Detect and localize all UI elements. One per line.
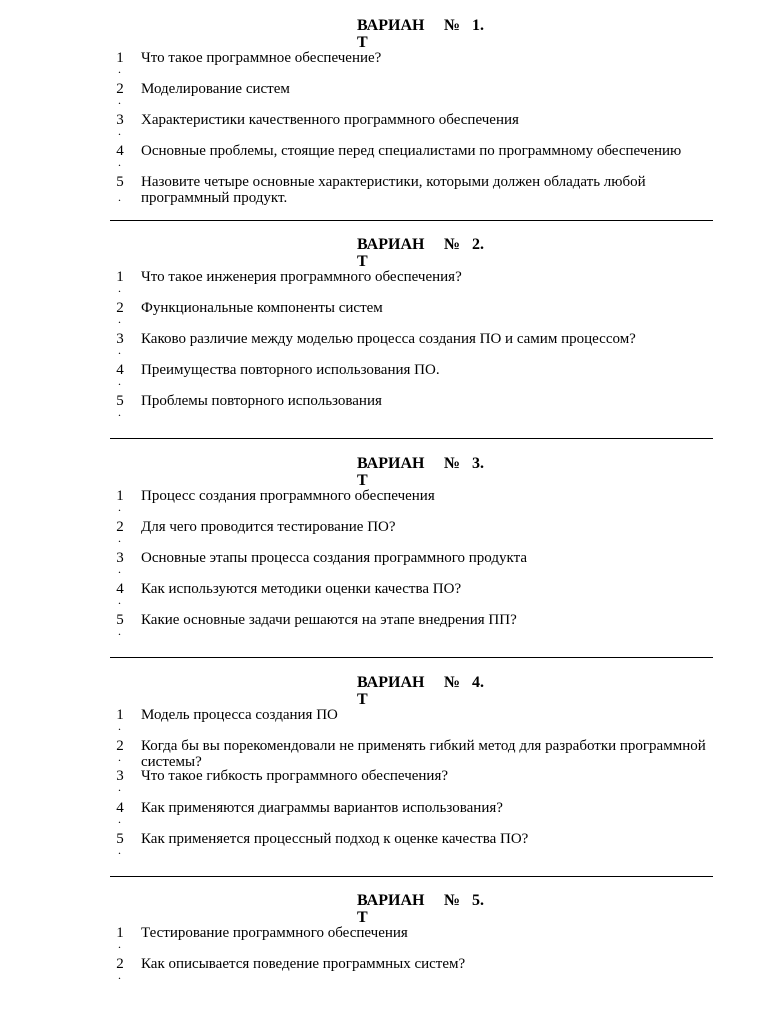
question-item (110, 550, 713, 581)
question-item (110, 925, 713, 956)
question-item (110, 174, 713, 205)
question-text: Для чего проводится тестирование ПО? (141, 519, 396, 535)
question-text: Модель процесса создания ПО (141, 707, 338, 723)
question-item (110, 269, 713, 300)
question-text: Тестирование программного обеспечения (141, 925, 408, 941)
question-number: 4 (116, 581, 124, 597)
question-number: 3 (116, 550, 124, 566)
heading-number-sign: № (444, 674, 461, 691)
heading-number: 4. (472, 674, 484, 691)
heading-letter: Т (357, 691, 368, 708)
variant-heading (357, 892, 507, 926)
question-number-dot: . (118, 190, 121, 204)
heading-word: ВАРИАН (357, 236, 425, 253)
question-number-dot: . (118, 780, 121, 794)
question-number-dot: . (118, 562, 121, 576)
question-item (110, 738, 713, 768)
variant-heading (357, 455, 507, 489)
question-number-dot: . (118, 624, 121, 638)
question-list (110, 925, 713, 984)
question-text: Как описывается поведение программных систем? (141, 956, 466, 972)
question-number-dot: . (118, 343, 121, 357)
question-number: 2 (116, 956, 124, 972)
question-number-dot: . (118, 312, 121, 326)
heading-word: ВАРИАН (357, 892, 425, 909)
question-text: Основные проблемы, стоящие перед специалистами по программному обеспечению (141, 143, 682, 159)
question-item (110, 831, 713, 862)
question-number-dot: . (118, 62, 121, 76)
question-list (110, 707, 713, 862)
question-number: 1 (116, 707, 124, 723)
question-item (110, 81, 713, 112)
section-divider (110, 876, 713, 877)
question-number-dot: . (118, 374, 121, 388)
heading-number-sign: № (444, 236, 461, 253)
question-item (110, 488, 713, 519)
question-text: Функциональные компоненты систем (141, 300, 383, 316)
question-item (110, 50, 713, 81)
question-number-dot: . (118, 155, 121, 169)
question-number: 1 (116, 269, 124, 285)
question-number: 4 (116, 800, 124, 816)
heading-number: 1. (472, 17, 484, 34)
question-text: Как применяется процессный подход к оценке качества ПО? (141, 831, 529, 847)
heading-letter: Т (357, 909, 368, 926)
variant-heading (357, 236, 507, 270)
heading-letter: Т (357, 34, 368, 51)
question-number: 2 (116, 519, 124, 535)
question-text: Как используются методики оценки качества ПО? (141, 581, 462, 597)
question-number-dot: . (118, 124, 121, 138)
question-number-dot: . (118, 812, 121, 826)
question-number-dot: . (118, 843, 121, 857)
question-text: Что такое гибкость программного обеспечения? (141, 768, 449, 784)
heading-number-sign: № (444, 455, 461, 472)
question-number: 3 (116, 112, 124, 128)
question-item (110, 331, 713, 362)
section-divider (110, 220, 713, 221)
heading-number-sign: № (444, 17, 461, 34)
question-text: Преимущества повторного использования ПО. (141, 362, 440, 378)
question-number: 5 (116, 174, 124, 190)
question-text: Моделирование систем (141, 81, 290, 97)
question-number-dot: . (118, 968, 121, 982)
question-text: Что такое инженерия программного обеспечения? (141, 269, 462, 285)
question-item (110, 612, 713, 643)
question-number: 1 (116, 925, 124, 941)
question-number-dot: . (118, 531, 121, 545)
section-divider (110, 438, 713, 439)
question-text: Основные этапы процесса создания программного продукта (141, 550, 527, 566)
question-text: Каково различие между моделью процесса создания ПО и самим процессом? (141, 331, 636, 347)
heading-letter: Т (357, 472, 368, 489)
question-number-dot: . (118, 750, 121, 764)
question-number: 5 (116, 612, 124, 628)
question-number: 3 (116, 768, 124, 784)
question-item (110, 393, 713, 424)
question-list (110, 50, 713, 205)
question-text: Что такое программное обеспечение? (141, 50, 382, 66)
question-number: 2 (116, 300, 124, 316)
question-number: 4 (116, 143, 124, 159)
variant-heading (357, 674, 507, 708)
question-number: 3 (116, 331, 124, 347)
question-item (110, 362, 713, 393)
question-text: Назовите четыре основные характеристики, которыми должен обладать любой программный продукт. (141, 174, 646, 206)
question-item (110, 300, 713, 331)
question-number-dot: . (118, 500, 121, 514)
question-number: 1 (116, 50, 124, 66)
question-text: Проблемы повторного использования (141, 393, 382, 409)
question-text: Как применяются диаграммы вариантов использования? (141, 800, 503, 816)
question-number-dot: . (118, 93, 121, 107)
question-number-dot: . (118, 281, 121, 295)
question-number-dot: . (118, 937, 121, 951)
question-number: 5 (116, 393, 124, 409)
question-text: Какие основные задачи решаются на этапе внедрения ПП? (141, 612, 517, 628)
question-number: 2 (116, 81, 124, 97)
heading-number: 5. (472, 892, 484, 909)
question-number: 1 (116, 488, 124, 504)
heading-letter: Т (357, 253, 368, 270)
heading-number: 3. (472, 455, 484, 472)
question-item (110, 956, 713, 984)
question-item (110, 800, 713, 831)
question-item (110, 707, 713, 738)
variant-heading (357, 17, 507, 51)
question-item (110, 112, 713, 143)
section-divider (110, 657, 713, 658)
question-text: Когда бы вы порекомендовали не применять гибкий метод для разработки программной системы? (141, 738, 706, 770)
question-list (110, 269, 713, 424)
question-item (110, 519, 713, 550)
question-number-dot: . (118, 719, 121, 733)
question-number-dot: . (118, 593, 121, 607)
question-text: Характеристики качественного программного обеспечения (141, 112, 519, 128)
question-item (110, 581, 713, 612)
question-number: 5 (116, 831, 124, 847)
question-number: 2 (116, 738, 124, 754)
question-text: Процесс создания программного обеспечения (141, 488, 435, 504)
question-number-dot: . (118, 405, 121, 419)
question-list (110, 488, 713, 643)
heading-number: 2. (472, 236, 484, 253)
heading-word: ВАРИАН (357, 455, 425, 472)
question-number: 4 (116, 362, 124, 378)
heading-word: ВАРИАН (357, 17, 425, 34)
question-item (110, 143, 713, 174)
question-item (110, 768, 713, 800)
heading-number-sign: № (444, 892, 461, 909)
heading-word: ВАРИАН (357, 674, 425, 691)
